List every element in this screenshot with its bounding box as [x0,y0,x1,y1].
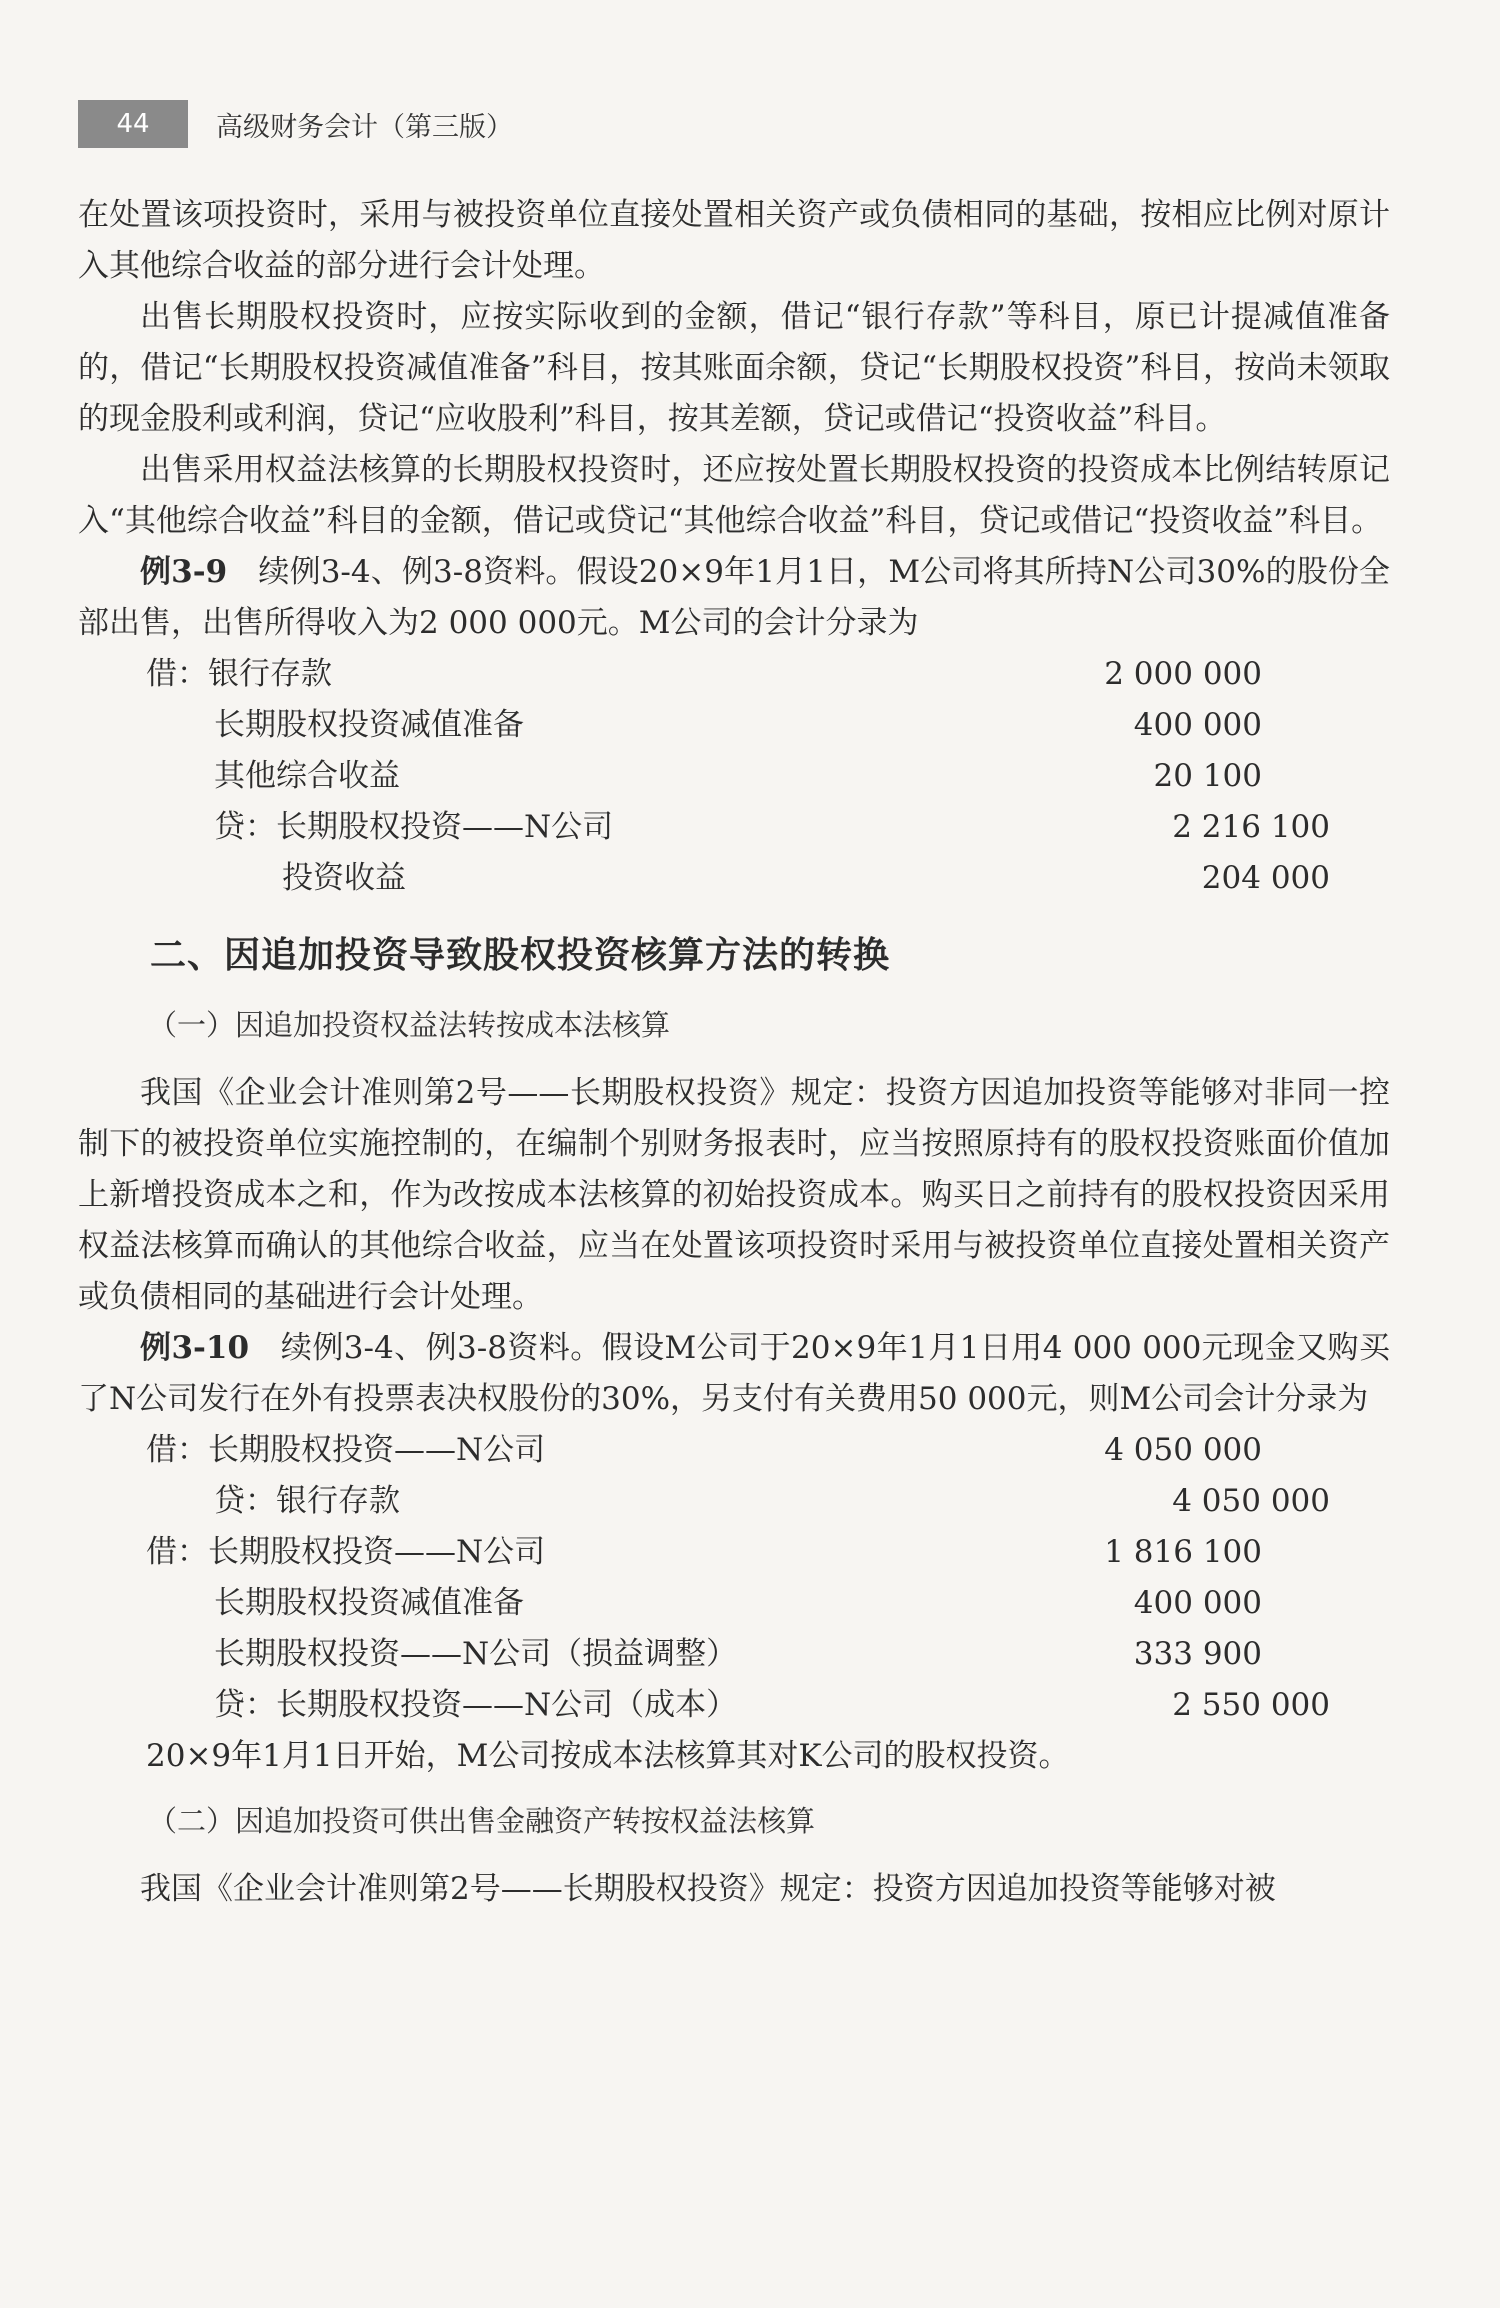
account-name: 贷：长期股权投资——N公司（成本） [214,1687,738,1723]
account-name: 其他综合收益 [214,758,400,794]
example-text: 续例3-4、例3-8资料。假设M公司于20×9年1月1日用4 000 000元现金又购买了N公司发行在外有投票表决权股份的30%，另支付有关费用50 000元，则M公司会计分录为 [78,1330,1390,1417]
account-name: 借：长期股权投资——N公司 [146,1534,546,1570]
paragraph: 我国《企业会计准则第2号——长期股权投资》规定：投资方因追加投资等能够对非同一控制下的被投资单位实施控制的，在编制个别财务报表时，应当按照原持有的股权投资账面价值加上新增投资成本之和，作为改按成本法核算的初始投资成本。购买日之前持有的股权投资因采用权益法核算而确认的其他综合收益，应当在处置该项投资时采用与被投资单位直接处置相关资产或负债相同的基础进行会计处理。 [78,1075,1390,1315]
example-label: 例3-9 [140,554,228,590]
subsection-heading: （一）因追加投资权益法转按成本法核算 [148,1008,671,1042]
subsection-heading: （二）因追加投资可供出售金融资产转按权益法核算 [148,1804,816,1838]
journal-row [78,1527,1390,1578]
credit-amount: 2 216 100 [1172,809,1330,845]
example-label: 例3-10 [140,1330,250,1366]
account-name: 长期股权投资——N公司（损益调整） [214,1636,738,1672]
account-name: 贷：银行存款 [214,1483,400,1519]
journal-row [78,751,1390,802]
debit-amount: 2 000 000 [1104,656,1262,692]
debit-amount: 4 050 000 [1104,1432,1262,1468]
paragraph: 在处置该项投资时，采用与被投资单位直接处置相关资产或负债相同的基础，按相应比例对原计入其他综合收益的部分进行会计处理。 [78,197,1390,284]
section-heading: 二、因追加投资导致股权投资核算方法的转换 [150,935,891,976]
account-name: 长期股权投资减值准备 [214,707,524,743]
journal-entry-1 [78,649,1390,904]
credit-amount: 4 050 000 [1172,1483,1330,1519]
journal-entry-2 [78,1425,1390,1731]
journal-row [78,802,1390,853]
debit-amount: 20 100 [1153,758,1262,794]
account-name: 长期股权投资减值准备 [214,1585,524,1621]
page-header [78,100,513,148]
debit-amount: 333 900 [1133,1636,1262,1672]
paragraph: 出售采用权益法核算的长期股权投资时，还应按处置长期股权投资的投资成本比例结转原记入“其他综合收益”科目的金额，借记或贷记“其他综合收益”科目，贷记或借记“投资收益”科目。 [78,452,1390,539]
book-title: 高级财务会计（第三版） [216,111,513,143]
account-name: 贷：长期股权投资——N公司 [214,809,614,845]
account-name: 投资收益 [282,860,406,896]
example-text: 续例3-4、例3-8资料。假设20×9年1月1日，M公司将其所持N公司30%的股份全部出售，出售所得收入为2 000 000元。M公司的会计分录为 [78,554,1390,641]
debit-amount: 400 000 [1133,707,1262,743]
credit-amount: 204 000 [1201,860,1330,896]
account-name: 借：银行存款 [146,656,332,692]
page-number: 44 [78,100,188,148]
credit-amount: 2 550 000 [1172,1687,1330,1723]
journal-row [78,649,1390,700]
example-3-9 [78,547,1390,649]
debit-amount: 400 000 [1133,1585,1262,1621]
journal-row [78,1425,1390,1476]
page-body [78,190,1390,1915]
debit-amount: 1 816 100 [1104,1534,1262,1570]
paragraph: 我国《企业会计准则第2号——长期股权投资》规定：投资方因追加投资等能够对被 [140,1871,1276,1907]
journal-row [78,1629,1390,1680]
account-name: 借：长期股权投资——N公司 [146,1432,546,1468]
journal-row [78,1476,1390,1527]
paragraph: 出售长期股权投资时，应按实际收到的金额，借记“银行存款”等科目，原已计提减值准备的，借记“长期股权投资减值准备”科目，按其账面余额，贷记“长期股权投资”科目，按尚未领取的现金股利或利润，贷记“应收股利”科目，按其差额，贷记或借记“投资收益”科目。 [78,299,1390,437]
journal-row [78,1680,1390,1731]
journal-row [78,853,1390,904]
journal-row [78,700,1390,751]
journal-row [78,1578,1390,1629]
example-3-10 [78,1323,1390,1425]
note-text: 20×9年1月1日开始，M公司按成本法核算其对K公司的股权投资。 [146,1738,1070,1774]
